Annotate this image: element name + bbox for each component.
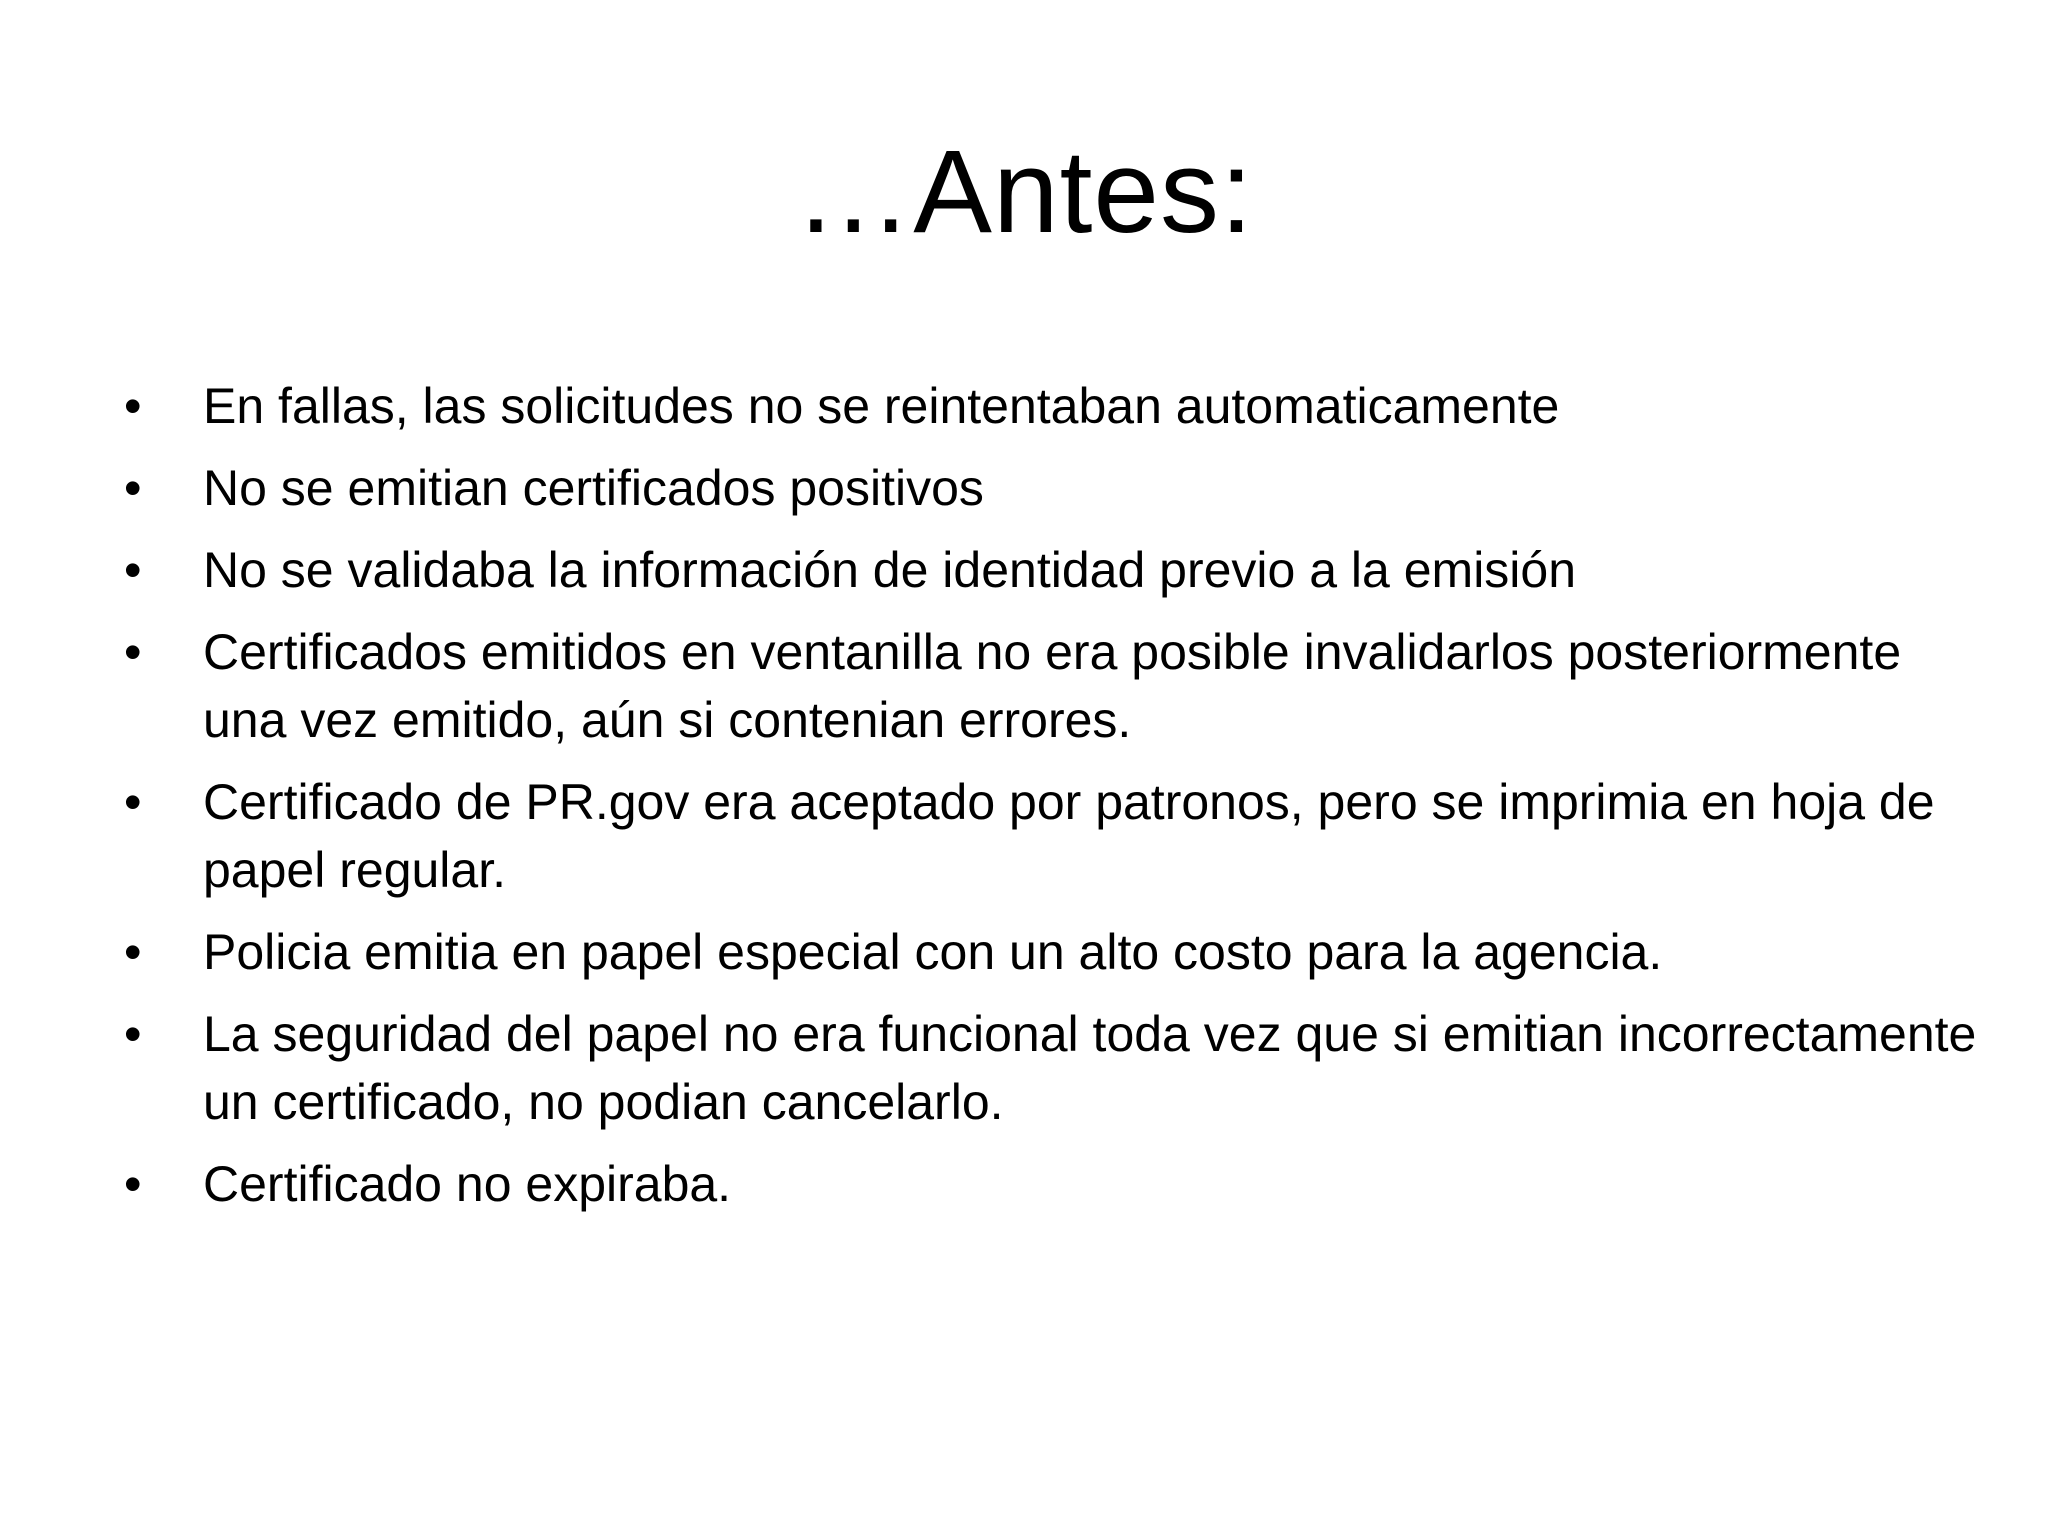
bullet-icon: • [124,924,142,980]
bullet-list [124,372,1984,1232]
bullet-icon: • [124,624,142,680]
bullet-text: No se validaba la información de identidad previo a la emisión [203,542,1577,598]
bullet-icon: • [124,460,142,516]
bullet-text: La seguridad del papel no era funcional toda vez que si emitian incorrectamente un certificado, no podian cancelarlo. [203,1006,1977,1130]
slide-title: …Antes: [794,126,1254,258]
bullet-item [124,372,1984,440]
bullet-text: En fallas, las solicitudes no se reintentaban automaticamente [203,378,1560,434]
bullet-text: No se emitian certificados positivos [203,460,984,516]
bullet-icon: • [124,1006,142,1062]
bullet-icon: • [124,378,142,434]
bullet-icon: • [124,542,142,598]
bullet-item [124,618,1984,754]
bullet-icon: • [124,1156,142,1212]
bullet-item [124,536,1984,604]
bullet-item [124,1000,1984,1136]
bullet-item [124,918,1984,986]
bullet-text: Policia emitia en papel especial con un alto costo para la agencia. [203,924,1663,980]
bullet-item [124,768,1984,904]
bullet-text: Certificado no expiraba. [203,1156,732,1212]
bullet-text: Certificado de PR.gov era aceptado por patronos, pero se imprimia en hoja de papel regular. [203,774,1935,898]
bullet-text: Certificados emitidos en ventanilla no era posible invalidarlos posteriormente una vez emitido, aún si contenian errores. [203,624,1902,748]
bullet-icon: • [124,774,142,830]
bullet-item [124,454,1984,522]
bullet-item [124,1150,1984,1218]
